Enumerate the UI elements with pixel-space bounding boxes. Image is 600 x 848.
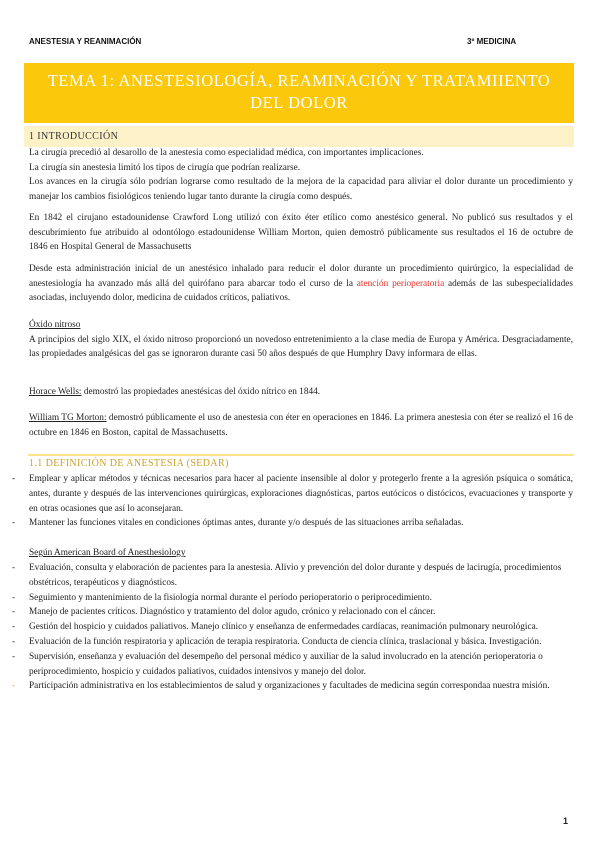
asa-list [29, 561, 573, 694]
paragraph: La cirugía sin anestesia limitó los tipos de cirugía que podrían realizarse. [29, 162, 301, 173]
paragraph: Los avances en la cirugía sólo podrían lograrse como resultado de la mejora de la capacidad para aliviar el dolor durante un procedimiento y manejar los cambios fisiológicos teniendo lugar tanto durante la cirugía como después. [29, 177, 573, 202]
name-morton: William TG Morton: [29, 413, 107, 423]
title-line-1: TEMA 1: ANESTESIOLOGÍA, REAMINACIÓN Y TRATAMIIENTO [47, 71, 551, 90]
page-number: 1 [563, 816, 569, 826]
subheading-asa: Según American Board of Anesthesiology [29, 548, 186, 559]
section-heading-definition: 1.1 DEFINICIÓN DE ANESTESIA (SEDAR) [29, 458, 229, 469]
definition-content [29, 472, 573, 694]
list-item: - Emplear y aplicar métodos y técnicas necesarios para hacer al paciente insensible al dolor y protegerlo frente a la agresión psíquica o somática, antes, durante y después de las intervenciones quirúrgicas, exploraciones diagnósticas, partos eutócicos o distócicos, evacuaciones y transporte y en otras ocasiones que así lo aconsejaran. [29, 472, 573, 516]
list-item: - Seguimiento y mantenimiento de la fisiología normal durante el período perioperatorio o periprocedimiento. [29, 591, 573, 606]
paragraph: A principios del siglo XIX, el óxido nitroso proporcionó un novedoso entretenimiento a la clase media de Europa y América. Desgraciadamente, las propiedades analgésicas del gas se ignoraron durante casi 50 años después de que Humphry Davy informara de ellas. [29, 334, 573, 359]
oxido-section [29, 318, 573, 362]
intro-paragraphs [29, 146, 573, 204]
header-course: 3º MEDICINA [467, 37, 517, 46]
list-item: - Evaluación de la función respiratoria y aplicación de terapia respiratoria. Conducta de ciencia clínica, traslacional y básica. Investigación. [29, 635, 573, 650]
list-item: - Gestión del hospicio y cuidados paliativos. Manejo clínico y enseñanza de enfermedades cardíacas, reanimación pulmonary neurológica. [29, 620, 573, 635]
list-item: - Mantener las funciones vitales en condiciones óptimas antes, durante y/o después de las situaciones arriba señaladas. [29, 516, 573, 531]
text: demostró las propiedades anestésicas del óxido nítrico en 1844. [81, 387, 321, 397]
morton-paragraph [29, 411, 573, 440]
title-banner [24, 63, 574, 123]
header-subject: ANESTESIA Y REANIMACIÓN [29, 37, 142, 46]
list-item: - Manejo de pacientes críticos. Diagnóstico y tratamiento del dolor agudo, crónico y relacionado con el cáncer. [29, 605, 573, 620]
name-wells: Horace Wells: [29, 387, 82, 397]
list-item: - Supervisión, enseñanza y evaluación del desempeño del personal médico y auxiliar de la salud involucrado en la atención perioperatoria o periprocedimiento, hospicio y cuidados paliativos, cuidados intensivos y manejo del dolor. [29, 650, 573, 680]
paragraph: La cirugía precedió al desarollo de la anestesia como especialidad médica, con importantes implicaciones. [29, 148, 424, 158]
text: Desde esta administración inicial de un anestésico inhalado para reducir el dolor durante un procedimiento quirúrgico, la especialidad de anestesiología ha avanzado más allá del quirófano para abarcar todo el curso de la [29, 264, 573, 289]
subheading-oxido: Óxido nitroso [29, 320, 81, 330]
definition-list [29, 472, 573, 531]
section-heading-intro: 1 INTRODUCCIÓN [24, 126, 574, 147]
list-item: - Participación administrativa en los establecimientos de salud y organizaciones y facultades de medicina según correspondaa nuestra misión. [29, 679, 573, 694]
paragraph-long: En 1842 el cirujano estadounidense Crawford Long utilizó con éxito éter etílico como anestésico general. No publicó sus resultados y el descubrimiento fue atribuido al odontólogo estadounidense William Morton, quien demostró públicamente sus resultados el 16 de octubre de 1846 en Hospital General de Massachusetts [29, 213, 573, 252]
text: demostró públicamente el uso de anestesia con éter en operaciones en 1846. La primera anestesia con éter se realizó el 16 de octubre en 1846 en Boston, capital de Massachusetts. [29, 413, 573, 438]
title-line-2: DEL DOLOR [250, 93, 348, 112]
highlight-term: atención perioperatoria [356, 278, 445, 289]
wells-paragraph [29, 385, 573, 400]
section-divider [28, 454, 574, 456]
text: además de las subespecialidades asociadas, incluyendo dolor, medicina de cuidados críticos, paliativos. [29, 278, 574, 303]
paragraph-perioperative [29, 262, 573, 306]
list-item: - Evaluación, consulta y elaboración de pacientes para la anestesia. Alivio y prevención del dolor durante y después de lacirugía, procedimientos obstétricos, terapéuticos y diagnósticos. [29, 561, 573, 591]
